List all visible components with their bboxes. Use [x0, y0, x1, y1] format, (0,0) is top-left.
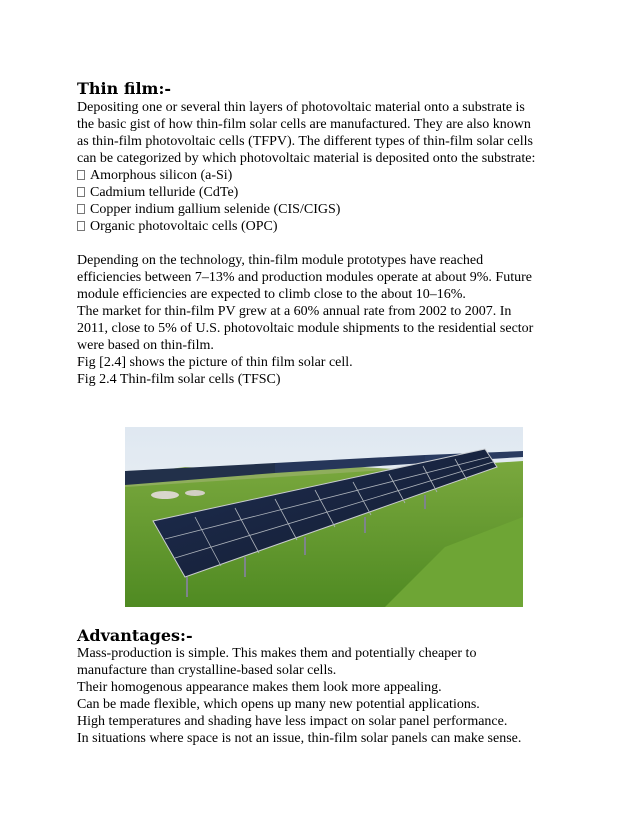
advantages-heading: Advantages:- — [77, 626, 193, 645]
thin-film-heading: Thin film:- — [77, 79, 172, 98]
thin-film-intro — [77, 99, 567, 167]
list-item — [77, 184, 567, 201]
body-line: efficiencies between 7–13% and production modules operate at about 9%. Future — [77, 270, 532, 285]
figure-reference: Fig [2.4] shows the picture of thin film solar cell. — [77, 355, 353, 370]
advantage-line: manufacture than crystalline-based solar cells. — [77, 663, 337, 678]
figure-caption: Fig 2.4 Thin-film solar cells (TFSC) — [77, 372, 281, 387]
advantage-line: Can be made flexible, which opens up many new potential applications. — [77, 697, 480, 712]
body-line: The market for thin-film PV grew at a 60% annual rate from 2002 to 2007. In — [77, 304, 512, 319]
list-item — [77, 201, 567, 218]
bullet-box-icon — [77, 187, 85, 197]
thin-film-types-list — [77, 167, 567, 235]
bullet-box-icon — [77, 221, 85, 231]
intro-line: as thin-film photovoltaic cells (TFPV). The different types of thin-film solar cells — [77, 134, 533, 149]
intro-line: the basic gist of how thin-film solar cells are manufactured. They are also known — [77, 117, 531, 132]
body-line: Depending on the technology, thin-film module prototypes have reached — [77, 253, 484, 268]
body-line: were based on thin-film. — [77, 338, 214, 353]
intro-line: can be categorized by which photovoltaic material is deposited onto the substrate: — [77, 151, 536, 166]
thin-film-body — [77, 252, 567, 388]
advantage-line: Their homogenous appearance makes them look more appealing. — [77, 680, 442, 695]
advantage-line: High temperatures and shading have less impact on solar panel performance. — [77, 714, 508, 729]
type-label: Copper indium gallium selenide (CIS/CIGS) — [90, 202, 341, 217]
list-item — [77, 167, 567, 184]
intro-line: Depositing one or several thin layers of photovoltaic material onto a substrate is — [77, 100, 525, 115]
type-label: Amorphous silicon (a-Si) — [90, 168, 233, 183]
body-line: module efficiencies are expected to climb close to the about 10–16%. — [77, 287, 466, 302]
bullet-box-icon — [77, 204, 85, 214]
advantage-line: Mass-production is simple. This makes them and potentially cheaper to — [77, 646, 477, 661]
list-item — [77, 218, 567, 235]
type-label: Organic photovoltaic cells (OPC) — [90, 219, 278, 234]
thin-film-solar-array-photo — [125, 427, 523, 607]
body-line: 2011, close to 5% of U.S. photovoltaic module shipments to the residential sector — [77, 321, 534, 336]
bullet-box-icon — [77, 170, 85, 180]
type-label: Cadmium telluride (CdTe) — [90, 185, 239, 200]
advantage-line: In situations where space is not an issue, thin-film solar panels can make sense. — [77, 731, 522, 746]
advantages-list — [77, 645, 567, 747]
